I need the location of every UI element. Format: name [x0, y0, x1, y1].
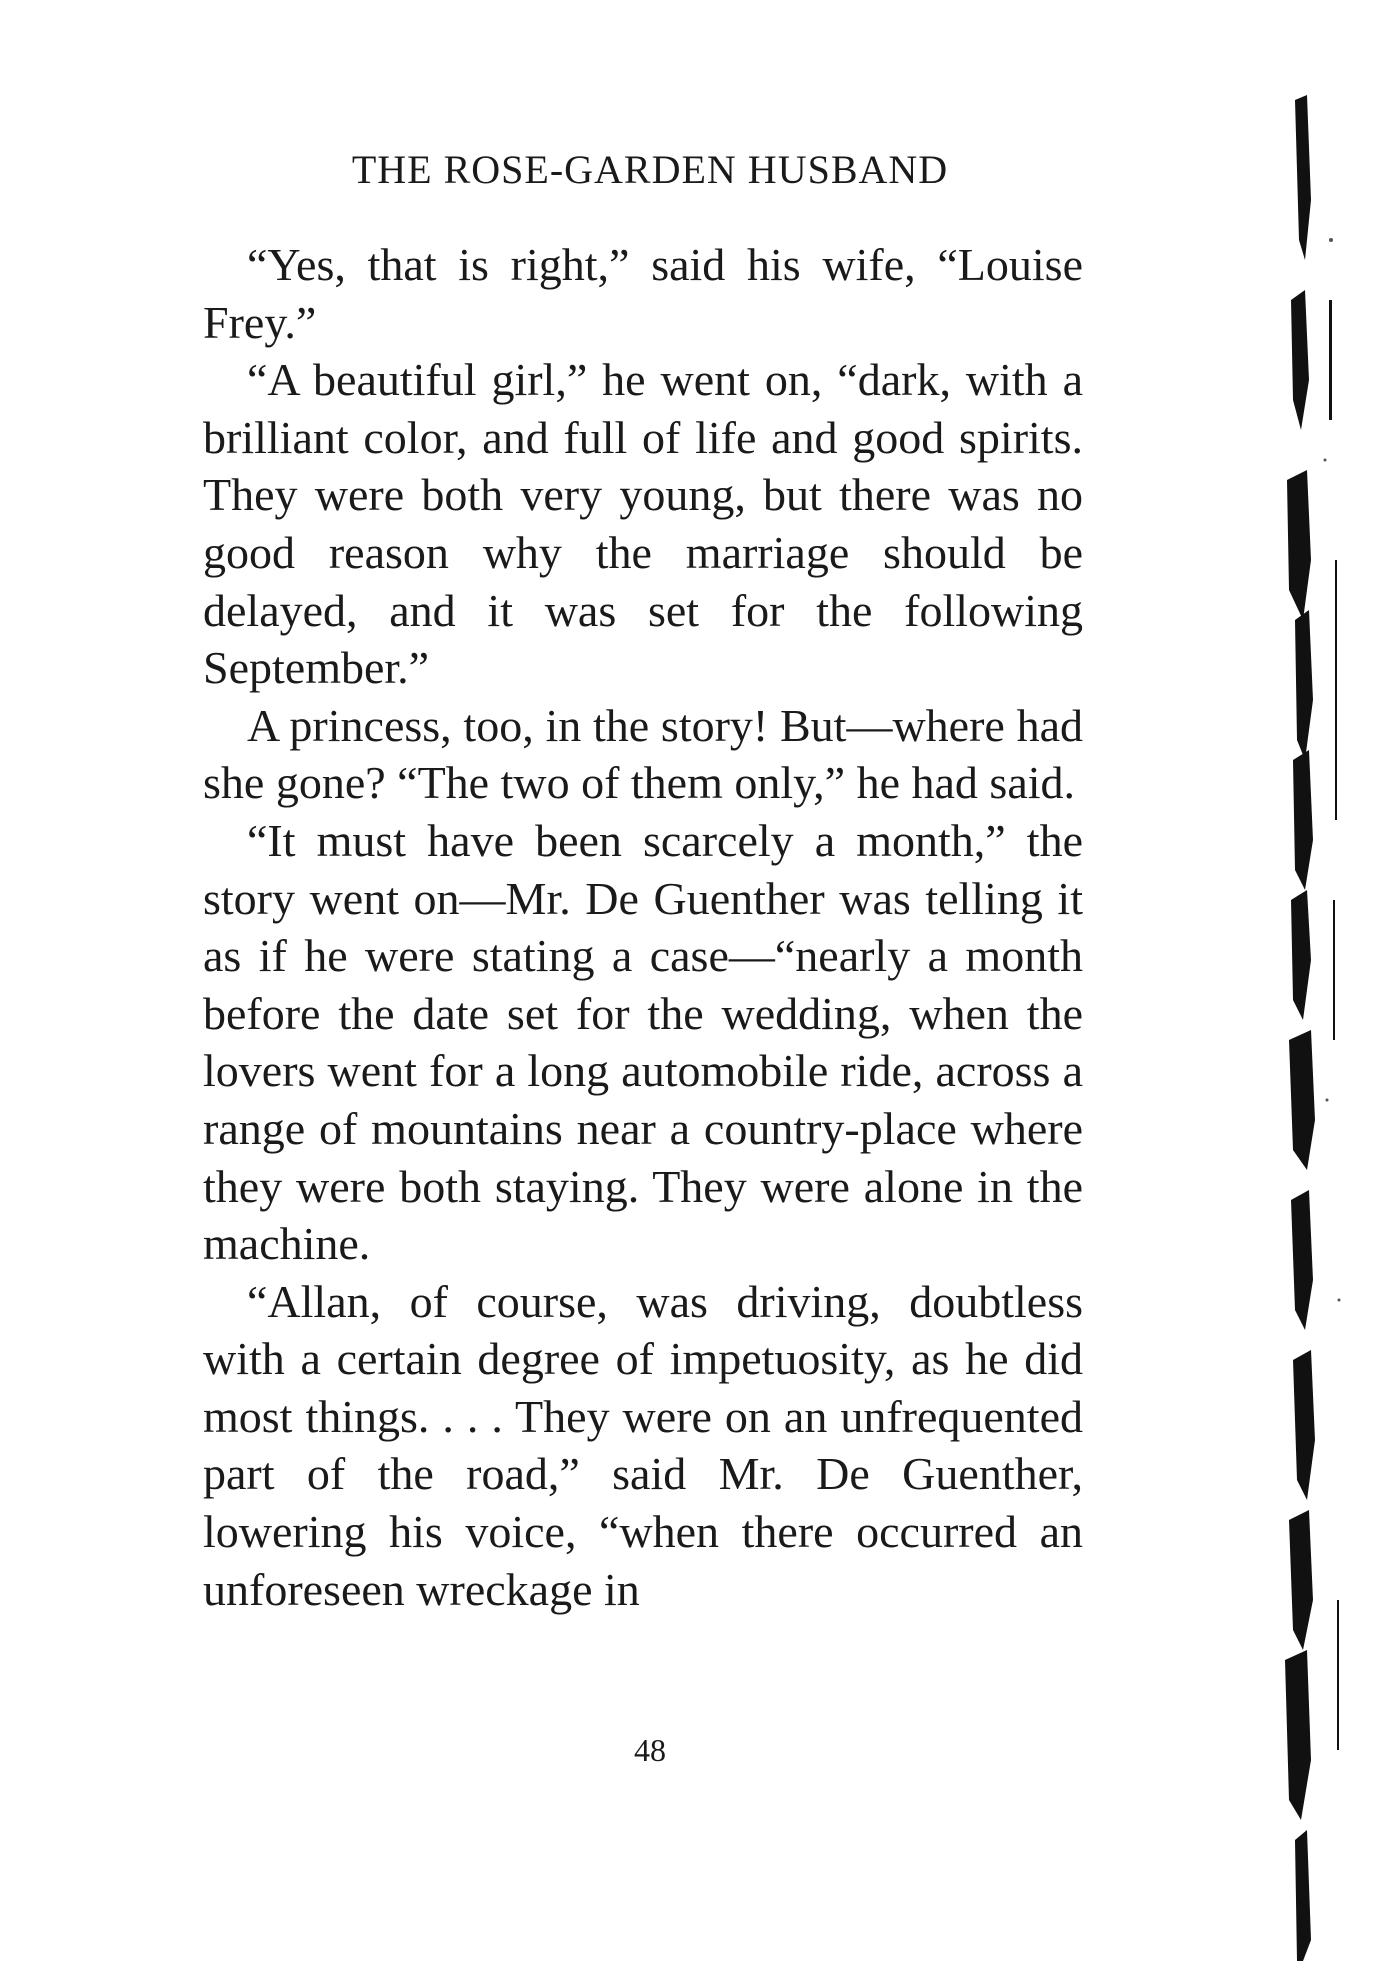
body-text — [203, 236, 1083, 1618]
paragraph-4: “It must have been scarcely a month,” the story went on—Mr. De Guenther was telling it as if he were stating a case—“nearly a month before the date set for the wedding, when the lovers went for a long automobile ride, across a range of mountains near a country-place where they were both staying. They were alone in the machine. — [203, 814, 1083, 1270]
page-number: 48 — [634, 1732, 666, 1768]
paragraph-3: A princess, too, in the story! But—where had she gone? “The two of them only,” he had said. — [203, 699, 1083, 809]
paragraph-1: “Yes, that is right,” said his wife, “Louise Frey.” — [203, 239, 1083, 348]
scanned-binding-edge — [1255, 0, 1376, 1961]
binding-shadow-graphic — [1255, 0, 1376, 1961]
paragraph-2: “A beautiful girl,” he went on, “dark, with a brilliant color, and full of life and good spirits. They were both very young, but there was no good reason why the marriage should be delayed, and it was set for the following September.” — [203, 354, 1083, 694]
running-head: THE ROSE-GARDEN HUSBAND — [351, 147, 949, 192]
paragraph-5: “Allan, of course, was driving, doubtless with a certain degree of impetuosity, as he did most things. . . . They were on an unfrequented part of the road,” said Mr. De Guenther, lowering his voice, “when there occurred an unforeseen wreckage in — [203, 1275, 1083, 1615]
